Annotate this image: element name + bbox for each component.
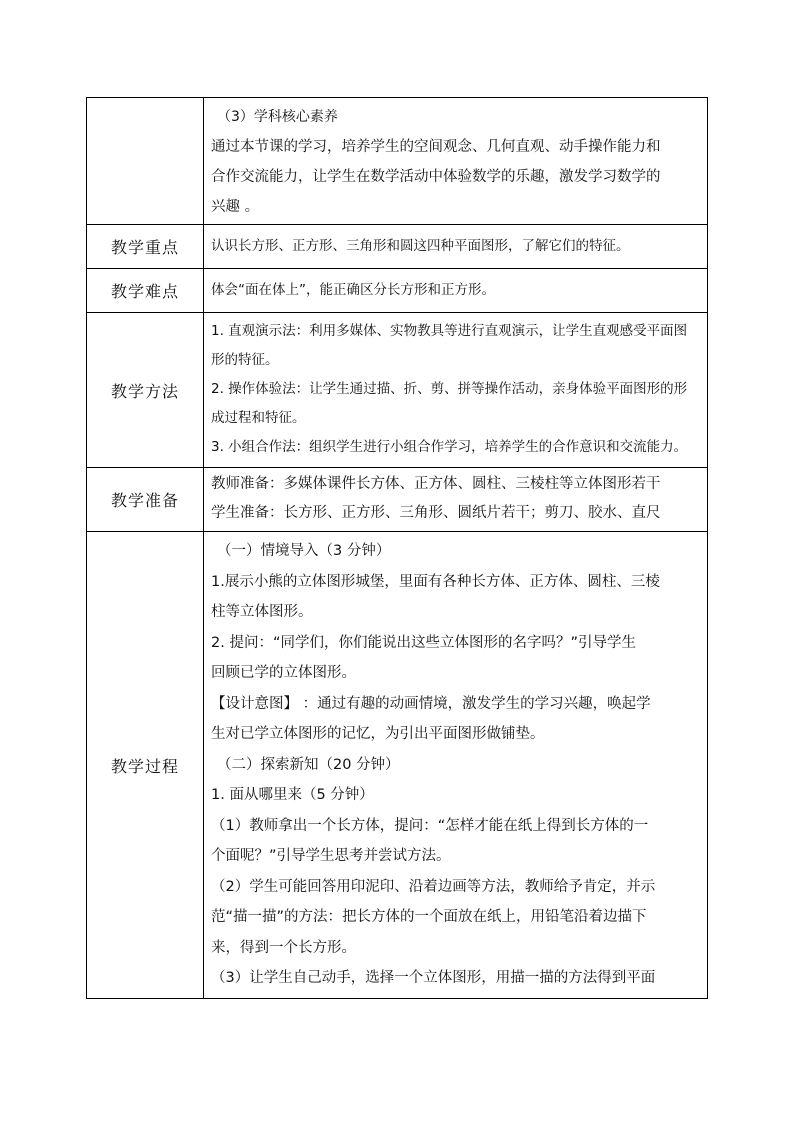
row-label: 教学过程 (87, 532, 204, 999)
text-line: 体会“面在体上”，能正确区分长方形和正方形。 (211, 281, 495, 298)
row-content (204, 98, 708, 225)
text-line: （1）教师拿出一个长方体，提问：“怎样才能在纸上得到长方体的一 (211, 817, 649, 834)
row-label: 教学重点 (87, 225, 204, 269)
text-line: 回顾已学的立体图形。 (211, 665, 356, 681)
text-line: 3. 小组合作法：组织学生进行小组合作学习，培养学生的合作意识和交流能力。 (211, 439, 688, 455)
text-line: 个面呢？”引导学生思考并尝试方法。 (211, 848, 451, 864)
row-content (204, 468, 708, 532)
text-line: （3）让学生自己动手，选择一个立体图形，用描一描的方法得到平面 (211, 970, 656, 986)
row-label (87, 98, 204, 225)
text-line: （二）探索新知（20 分钟） (217, 756, 400, 773)
row-content (204, 269, 708, 313)
text-line: 柱等立体图形。 (211, 604, 313, 620)
text-line: 【设计意图】 ：通过有趣的动画情境，激发学生的学习兴趣，唤起学 (211, 695, 651, 712)
row-label: 教学准备 (87, 468, 204, 532)
text-line: 2. 操作体验法：让学生通过描、折、剪、拼等操作活动，亲身体验平面图形的形 (211, 381, 688, 397)
text-line: 1. 直观演示法：利用多媒体、实物教具等进行直观演示，让学生直观感受平面图 (211, 323, 688, 339)
table-row (87, 98, 708, 225)
text-line: 成过程和特征。 (211, 410, 306, 426)
text-line: 2. 提问：“同学们，你们能说出这些立体图形的名字吗？”引导学生 (211, 634, 636, 651)
text-line: 范“描一描”的方法：把长方体的一个面放在纸上，用铅笔沿着边描下 (211, 909, 647, 925)
text-line: 认识长方形、正方形、三角形和圆这四种平面图形，了解它们的特征。 (211, 237, 630, 254)
text-line: 来，得到一个长方形。 (211, 939, 356, 956)
text-line: 1. 面从哪里来（5 分钟） (211, 787, 374, 803)
row-content (204, 532, 708, 999)
table-row (87, 468, 708, 532)
text-line: 合作交流能力，让学生在数学活动中体验数学的乐趣，激发学习数学的 (211, 169, 661, 185)
text-line: 生对已学立体图形的记忆，为引出平面图形做铺垫。 (211, 726, 545, 742)
table-row (87, 532, 708, 999)
text-line: 教师准备：多媒体课件长方体、正方体、圆柱、三棱柱等立体图形若干 (211, 476, 661, 492)
table-row (87, 313, 708, 468)
text-line: （3）学科核心素养 (217, 109, 338, 125)
row-content (204, 225, 708, 269)
text-line: 形的特征。 (211, 352, 279, 368)
table-row (87, 269, 708, 313)
row-label: 教学难点 (87, 269, 204, 313)
lesson-plan-table (86, 97, 708, 999)
text-line: 1.展示小熊的立体图形城堡，里面有各种长方体、正方体、圆柱、三棱 (211, 573, 660, 590)
text-line: 兴趣 。 (211, 199, 260, 215)
row-content (204, 313, 708, 468)
text-line: 学生准备：长方形、正方形、三角形、圆纸片若干；剪刀、胶水、直尺 (211, 505, 661, 521)
table-row (87, 225, 708, 269)
row-label: 教学方法 (87, 313, 204, 468)
text-line: 通过本节课的学习，培养学生的空间观念、几何直观、动手操作能力和 (211, 139, 661, 155)
text-line: （一）情境导入（3 分钟） (217, 543, 391, 559)
text-line: （2）学生可能回答用印泥印、沿着边画等方法，教师给予肯定，并示 (211, 878, 656, 895)
